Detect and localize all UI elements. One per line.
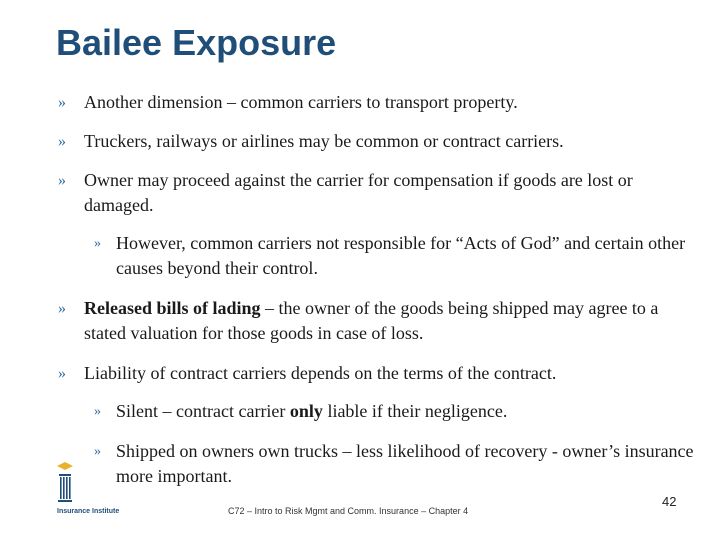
bullet-text: Owner may proceed against the carrier for compensation if goods are lost or damaged. (84, 170, 633, 215)
bullet-text: However, common carriers not responsible for “Acts of God” and certain other causes beyond their control. (116, 233, 686, 278)
bullet-item (58, 90, 704, 115)
bullet-text: Truckers, railways or airlines may be common or contract carriers. (84, 131, 564, 151)
bullet-marker: » (58, 365, 66, 382)
bullet-marker: » (58, 300, 66, 317)
bullet-item (58, 361, 704, 386)
bullet-text: Shipped on owners own trucks – less likelihood of recovery - owner’s insurance more important. (116, 441, 694, 486)
bullet-text: – the owner of the goods being shipped may agree to a stated valuation for those goods in case of loss. (84, 298, 659, 343)
bullet-bold-term: only (289, 401, 323, 421)
bullet-marker: » (58, 133, 66, 150)
sub-bullet-item (94, 439, 701, 489)
bullet-text: liable if their negligence. (322, 401, 508, 421)
bullet-marker: » (58, 94, 66, 111)
bullet-marker: » (94, 236, 101, 251)
bullet-marker: » (94, 444, 101, 459)
page-number: 42 (662, 494, 677, 509)
footer-course: C72 – Intro to Risk Mgmt and Comm. Insurance – Chapter 4 (228, 506, 469, 516)
logo-caption: Insurance Institute (57, 508, 120, 515)
bullet-item (58, 129, 704, 154)
slide-title: Bailee Exposure (56, 22, 337, 63)
bullet-item (58, 296, 704, 346)
bullet-text: Liability of contract carriers depends on the terms of the contract. (84, 363, 557, 383)
sub-bullet-item (94, 399, 701, 424)
bullet-item (58, 168, 704, 218)
bullet-bold-term: Released bills of lading (84, 298, 261, 318)
bullet-text: Another dimension – common carriers to transport property. (84, 92, 518, 112)
bullet-marker: » (58, 172, 66, 189)
bullet-marker: » (94, 404, 101, 419)
sub-bullet-item (94, 231, 701, 281)
bullet-text: Silent – contract carrier (116, 401, 290, 421)
